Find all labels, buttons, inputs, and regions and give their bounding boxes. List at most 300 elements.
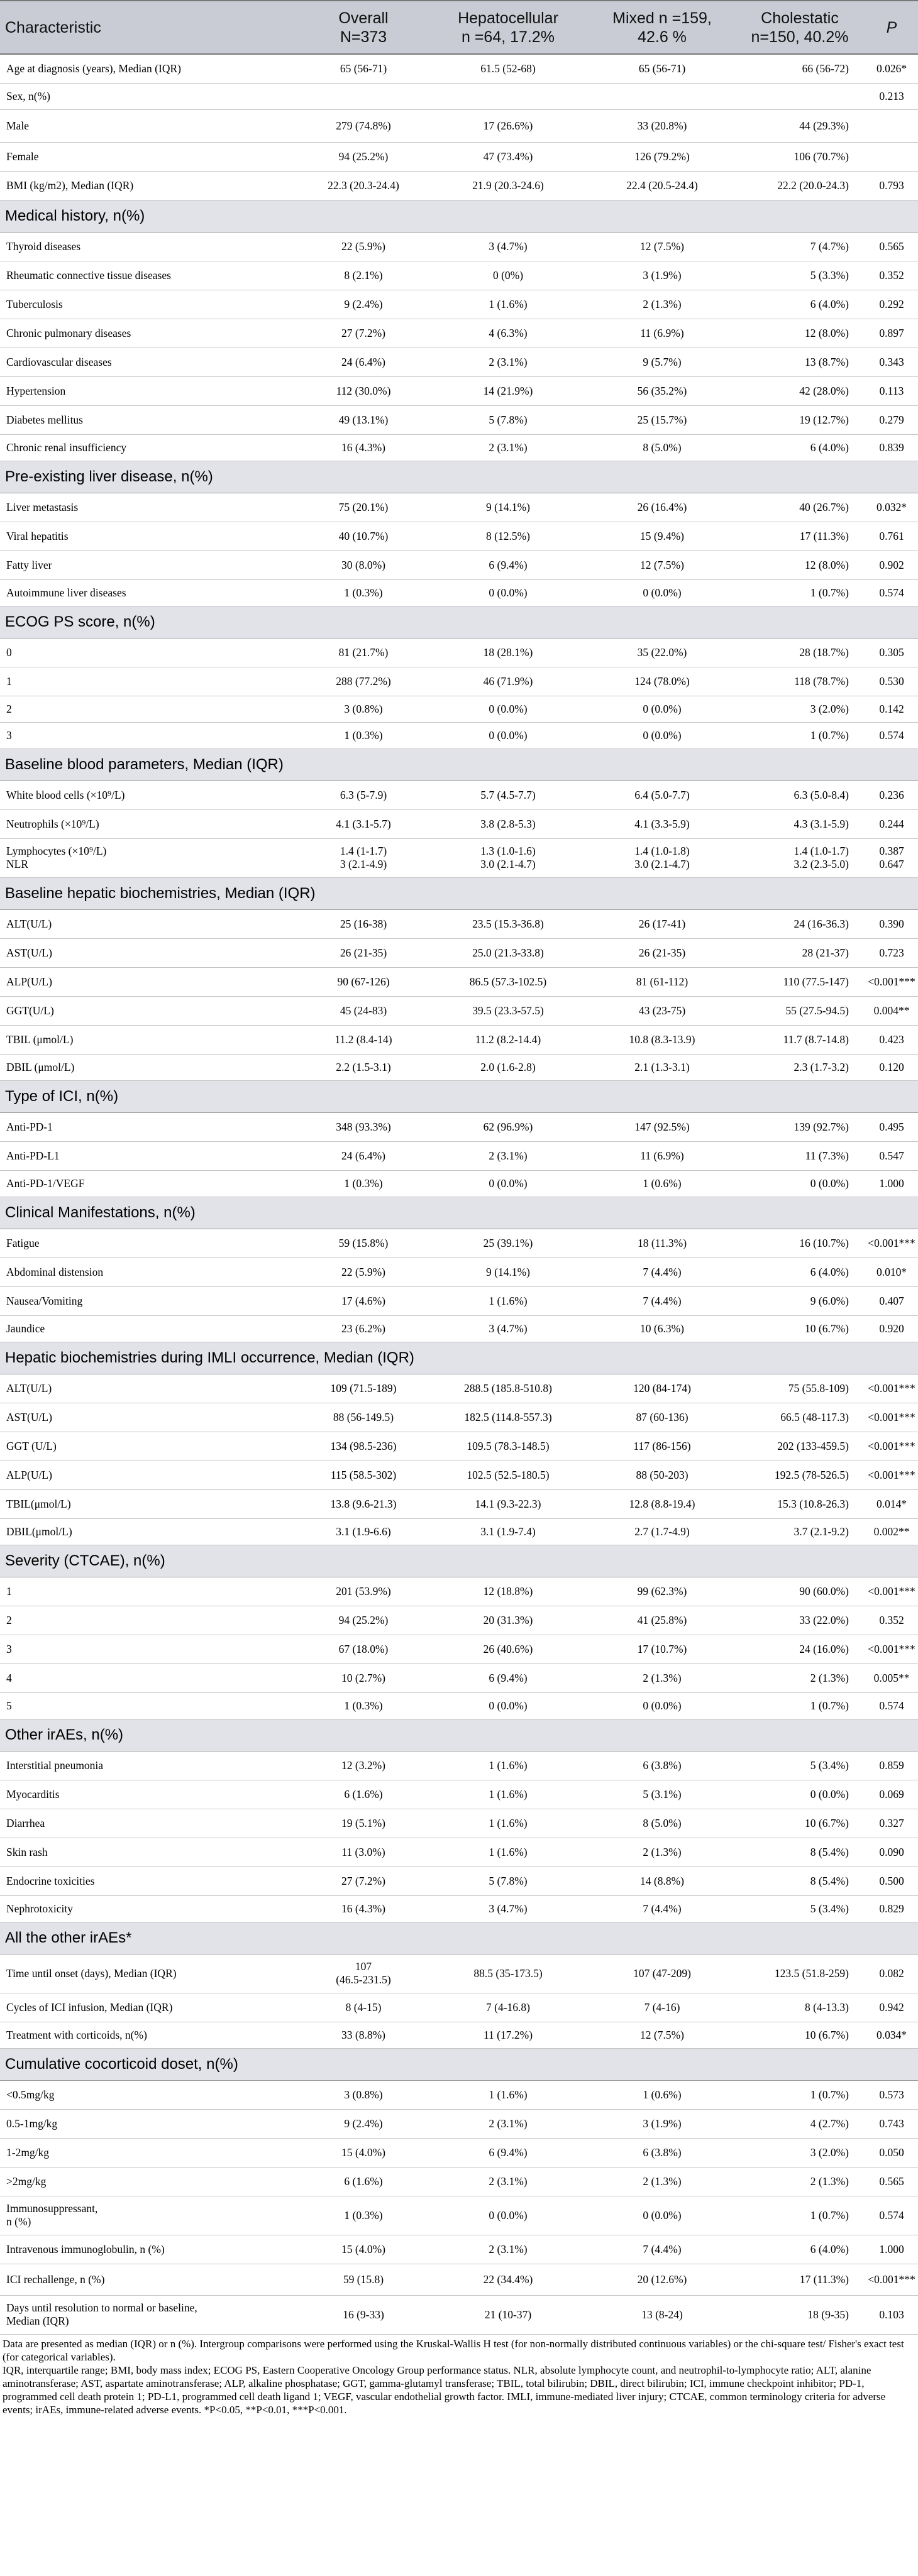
table-row <box>0 638 918 667</box>
cell-overall: 109 (71.5-189) <box>301 1374 426 1403</box>
cell-cholestatic: 1 (0.7%) <box>734 579 865 606</box>
cell-mixed: 117 (86-156) <box>590 1432 734 1461</box>
cell-hepatocellular: 46 (71.9%) <box>426 667 590 696</box>
table-row <box>0 54 918 83</box>
table-row <box>0 522 918 551</box>
cell-p-value: 0.034* <box>865 2022 918 2048</box>
row-label: Interstitial pneumonia <box>0 1751 301 1780</box>
cell-mixed: 4.1 (3.3-5.9) <box>590 809 734 838</box>
cell-mixed: 12 (7.5%) <box>590 232 734 261</box>
cell-cholestatic: 18 (9-35) <box>734 2295 865 2334</box>
cell-hepatocellular: 2 (3.1%) <box>426 2235 590 2264</box>
row-label: Rheumatic connective tissue diseases <box>0 261 301 290</box>
cell-cholestatic: 9 (6.0%) <box>734 1286 865 1315</box>
row-label: ALT(U/L) <box>0 909 301 938</box>
row-label: Viral hepatitis <box>0 522 301 551</box>
row-label: 1 <box>0 667 301 696</box>
table-row <box>0 1751 918 1780</box>
cell-overall: 8 (2.1%) <box>301 261 426 290</box>
cell-mixed: 99 (62.3%) <box>590 1577 734 1606</box>
row-label: ICI rechallenge, n (%) <box>0 2264 301 2295</box>
table-row <box>0 1374 918 1403</box>
cell-mixed: 147 (92.5%) <box>590 1112 734 1141</box>
row-label: BMI (kg/m2), Median (IQR) <box>0 171 301 200</box>
cell-hepatocellular: 4 (6.3%) <box>426 319 590 348</box>
section-title: Baseline hepatic biochemistries, Median (IQR) <box>0 877 918 909</box>
cell-p-value: 0.142 <box>865 696 918 722</box>
cell-p-value: <0.001*** <box>865 2264 918 2295</box>
cell-hepatocellular: 88.5 (35-173.5) <box>426 1954 590 1993</box>
row-label: TBIL (μmol/L) <box>0 1025 301 1054</box>
cell-hepatocellular: 182.5 (114.8-557.3) <box>426 1403 590 1432</box>
cell-p-value: 0.279 <box>865 405 918 434</box>
cell-p-value <box>865 109 918 142</box>
cell-hepatocellular: 3 (4.7%) <box>426 1315 590 1342</box>
cell-mixed: 7 (4.4%) <box>590 1258 734 1286</box>
cell-p-value: <0.001*** <box>865 1403 918 1432</box>
cell-p-value: 0.902 <box>865 551 918 579</box>
cell-p-value: 0.032* <box>865 493 918 522</box>
cell-p-value: 0.082 <box>865 1954 918 1993</box>
cell-cholestatic: 19 (12.7%) <box>734 405 865 434</box>
section-header-row <box>0 1922 918 1954</box>
cell-overall: 2.2 (1.5-3.1) <box>301 1054 426 1080</box>
cell-mixed: 13 (8-24) <box>590 2295 734 2334</box>
cell-overall: 24 (6.4%) <box>301 348 426 376</box>
cell-overall: 1 (0.3%) <box>301 1170 426 1197</box>
cell-hepatocellular: 1 (1.6%) <box>426 1838 590 1866</box>
cell-hepatocellular: 2 (3.1%) <box>426 348 590 376</box>
header-characteristic: Characteristic <box>0 1 301 54</box>
cell-p-value: 0.004** <box>865 996 918 1025</box>
cell-p-value: 0.244 <box>865 809 918 838</box>
cell-p-value: 0.050 <box>865 2138 918 2167</box>
table-row <box>0 348 918 376</box>
cell-overall: 107 (46.5-231.5) <box>301 1954 426 1993</box>
cell-cholestatic: 10 (6.7%) <box>734 1315 865 1342</box>
cell-cholestatic: 5 (3.4%) <box>734 1751 865 1780</box>
section-header-row <box>0 606 918 638</box>
cell-overall: 16 (4.3%) <box>301 434 426 461</box>
cell-p-value: 0.069 <box>865 1780 918 1809</box>
table-row <box>0 2080 918 2109</box>
table-row <box>0 1112 918 1141</box>
table-row <box>0 142 918 171</box>
table-row <box>0 1895 918 1922</box>
cell-mixed: 7 (4.4%) <box>590 2235 734 2264</box>
cell-cholestatic: 139 (92.7%) <box>734 1112 865 1141</box>
cell-mixed: 12.8 (8.8-19.4) <box>590 1489 734 1518</box>
cell-p-value: 0.343 <box>865 348 918 376</box>
table-row <box>0 83 918 109</box>
cell-hepatocellular: 21 (10-37) <box>426 2295 590 2334</box>
cell-cholestatic: 28 (21-37) <box>734 938 865 967</box>
cell-cholestatic: 17 (11.3%) <box>734 2264 865 2295</box>
cell-cholestatic: 2.3 (1.7-3.2) <box>734 1054 865 1080</box>
cell-overall: 22.3 (20.3-24.4) <box>301 171 426 200</box>
cell-p-value: 0.327 <box>865 1809 918 1838</box>
row-label: GGT (U/L) <box>0 1432 301 1461</box>
cell-cholestatic: 1 (0.7%) <box>734 2196 865 2235</box>
cell-p-value: 0.897 <box>865 319 918 348</box>
table-row <box>0 1258 918 1286</box>
cell-p-value: 0.390 <box>865 909 918 938</box>
cell-cholestatic: 42 (28.0%) <box>734 376 865 405</box>
section-header-row <box>0 1719 918 1751</box>
cell-overall: 45 (24-83) <box>301 996 426 1025</box>
cell-cholestatic: 11 (7.3%) <box>734 1141 865 1170</box>
cell-overall: 1.4 (1-1.7) 3 (2.1-4.9) <box>301 838 426 877</box>
row-label: 3 <box>0 1635 301 1663</box>
cell-cholestatic: 90 (60.0%) <box>734 1577 865 1606</box>
cell-mixed: 35 (22.0%) <box>590 638 734 667</box>
table-row <box>0 1432 918 1461</box>
row-label: Male <box>0 109 301 142</box>
cell-cholestatic: 5 (3.4%) <box>734 1895 865 1922</box>
cell-overall: 30 (8.0%) <box>301 551 426 579</box>
cell-mixed: 8 (5.0%) <box>590 434 734 461</box>
cell-p-value: 0.942 <box>865 1993 918 2022</box>
cell-hepatocellular: 6 (9.4%) <box>426 2138 590 2167</box>
table-footnotes <box>0 2335 918 2416</box>
cell-mixed: 0 (0.0%) <box>590 696 734 722</box>
cell-cholestatic: 1 (0.7%) <box>734 1692 865 1719</box>
row-label: Anti-PD-1/VEGF <box>0 1170 301 1197</box>
cell-hepatocellular: 0 (0.0%) <box>426 579 590 606</box>
table-body <box>0 54 918 2334</box>
footnote-abbreviations: IQR, interquartile range; BMI, body mass index; ECOG PS, Eastern Cooperative Oncology Group performance status. NLR, absolute lymphocyte count, and neutrophil-to-lymphocyte ratio; ALT, alanine aminotransferase; AST, aspartate aminotransferase; ALP, alkaline phosphatase; GGT, gamma-glutamyl transferase; TBIL, total bilirubin; DBIL, direct bilirubin; ICI, immune checkpoint inhibitor; PD-1, programmed cell death protein 1; PD-L1, programmed cell death ligand 1; VEGF, vascular endothelial growth factor. IMLI, immune-mediated liver injury; CTCAE, common terminology criteria for adverse events; irAEs, immune-related adverse events. *P<0.05, **P<0.01, ***P<0.001. <box>3 2364 886 2416</box>
cell-hepatocellular: 14.1 (9.3-22.3) <box>426 1489 590 1518</box>
cell-hepatocellular: 17 (26.6%) <box>426 109 590 142</box>
row-label: Cardiovascular diseases <box>0 348 301 376</box>
cell-hepatocellular: 3 (4.7%) <box>426 232 590 261</box>
cell-cholestatic: 4.3 (3.1-5.9) <box>734 809 865 838</box>
cell-cholestatic: 6 (4.0%) <box>734 1258 865 1286</box>
cell-overall: 17 (4.6%) <box>301 1286 426 1315</box>
row-label: DBIL(μmol/L) <box>0 1518 301 1545</box>
table-row <box>0 1403 918 1432</box>
cell-hepatocellular: 2 (3.1%) <box>426 2167 590 2196</box>
cell-cholestatic: 22.2 (20.0-24.3) <box>734 171 865 200</box>
section-header-row <box>0 461 918 493</box>
cell-cholestatic: 8 (5.4%) <box>734 1866 865 1895</box>
cell-p-value: 0.723 <box>865 938 918 967</box>
table-row <box>0 1635 918 1663</box>
table-row <box>0 1229 918 1258</box>
cell-overall: 1 (0.3%) <box>301 1692 426 1719</box>
cell-cholestatic: 0 (0.0%) <box>734 1170 865 1197</box>
cell-hepatocellular: 61.5 (52-68) <box>426 54 590 83</box>
cell-overall: 13.8 (9.6-21.3) <box>301 1489 426 1518</box>
cell-hepatocellular: 1.3 (1.0-1.6) 3.0 (2.1-4.7) <box>426 838 590 877</box>
cell-p-value: 0.761 <box>865 522 918 551</box>
cell-p-value: 1.000 <box>865 1170 918 1197</box>
cell-cholestatic: 24 (16-36.3) <box>734 909 865 938</box>
row-label: Autoimmune liver diseases <box>0 579 301 606</box>
cell-hepatocellular: 3 (4.7%) <box>426 1895 590 1922</box>
table-row <box>0 967 918 996</box>
row-label: Treatment with corticoids, n(%) <box>0 2022 301 2048</box>
header-cholestatic: Cholestatic n=150, 40.2% <box>734 1 865 54</box>
cell-hepatocellular: 9 (14.1%) <box>426 493 590 522</box>
cell-mixed: 22.4 (20.5-24.4) <box>590 171 734 200</box>
cell-mixed: 3 (1.9%) <box>590 2109 734 2138</box>
row-label: Abdominal distension <box>0 1258 301 1286</box>
cell-p-value: 0.026* <box>865 54 918 83</box>
cell-overall <box>301 83 426 109</box>
cell-p-value: 0.574 <box>865 722 918 748</box>
row-label: 1-2mg/kg <box>0 2138 301 2167</box>
cell-mixed: 26 (16.4%) <box>590 493 734 522</box>
table-row <box>0 2264 918 2295</box>
cell-cholestatic: 2 (1.3%) <box>734 1663 865 1692</box>
cell-overall: 16 (9-33) <box>301 2295 426 2334</box>
table-row <box>0 1315 918 1342</box>
row-label: ALP(U/L) <box>0 1461 301 1489</box>
row-label: 4 <box>0 1663 301 1692</box>
cell-overall: 19 (5.1%) <box>301 1809 426 1838</box>
cell-hepatocellular: 0 (0.0%) <box>426 1170 590 1197</box>
cell-mixed: 2 (1.3%) <box>590 1663 734 1692</box>
cell-mixed: 0 (0.0%) <box>590 579 734 606</box>
cell-p-value: 0.743 <box>865 2109 918 2138</box>
cell-p-value: 0.839 <box>865 434 918 461</box>
cell-cholestatic: 44 (29.3%) <box>734 109 865 142</box>
cell-p-value: 0.407 <box>865 1286 918 1315</box>
table-row <box>0 2235 918 2264</box>
table-row <box>0 493 918 522</box>
row-label: AST(U/L) <box>0 1403 301 1432</box>
table-row <box>0 1141 918 1170</box>
cell-hepatocellular: 39.5 (23.3-57.5) <box>426 996 590 1025</box>
table-row <box>0 1054 918 1080</box>
cell-overall: 49 (13.1%) <box>301 405 426 434</box>
cell-overall: 27 (7.2%) <box>301 319 426 348</box>
cell-hepatocellular: 109.5 (78.3-148.5) <box>426 1432 590 1461</box>
cell-hepatocellular: 12 (18.8%) <box>426 1577 590 1606</box>
cell-hepatocellular: 11 (17.2%) <box>426 2022 590 2048</box>
cell-hepatocellular: 47 (73.4%) <box>426 142 590 171</box>
cell-overall: 6 (1.6%) <box>301 1780 426 1809</box>
cell-hepatocellular: 6 (9.4%) <box>426 1663 590 1692</box>
cell-overall: 3 (0.8%) <box>301 2080 426 2109</box>
cell-cholestatic: 12 (8.0%) <box>734 319 865 348</box>
cell-cholestatic: 6.3 (5.0-8.4) <box>734 781 865 809</box>
cell-overall: 1 (0.3%) <box>301 2196 426 2235</box>
cell-cholestatic: 123.5 (51.8-259) <box>734 1954 865 1993</box>
cell-mixed: 0 (0.0%) <box>590 1692 734 1719</box>
cell-cholestatic: 16 (10.7%) <box>734 1229 865 1258</box>
cell-cholestatic: 6 (4.0%) <box>734 290 865 319</box>
cell-overall: 22 (5.9%) <box>301 1258 426 1286</box>
cell-p-value: 0.352 <box>865 261 918 290</box>
row-label: Cycles of ICI infusion, Median (IQR) <box>0 1993 301 2022</box>
cell-mixed: 6 (3.8%) <box>590 2138 734 2167</box>
cell-cholestatic: 66 (56-72) <box>734 54 865 83</box>
cell-mixed: 25 (15.7%) <box>590 405 734 434</box>
row-label: ALP(U/L) <box>0 967 301 996</box>
cell-hepatocellular: 1 (1.6%) <box>426 290 590 319</box>
row-label: Intravenous immunoglobulin, n (%) <box>0 2235 301 2264</box>
cell-mixed: 8 (5.0%) <box>590 1809 734 1838</box>
cell-overall: 90 (67-126) <box>301 967 426 996</box>
cell-hepatocellular: 86.5 (57.3-102.5) <box>426 967 590 996</box>
cell-hepatocellular: 3.8 (2.8-5.3) <box>426 809 590 838</box>
cell-overall: 88 (56-149.5) <box>301 1403 426 1432</box>
cell-hepatocellular: 0 (0.0%) <box>426 2196 590 2235</box>
cell-cholestatic: 3 (2.0%) <box>734 696 865 722</box>
table-row <box>0 1606 918 1635</box>
cell-mixed: 65 (56-71) <box>590 54 734 83</box>
cell-p-value: 0.829 <box>865 1895 918 1922</box>
cell-p-value: 0.213 <box>865 83 918 109</box>
cell-mixed: 43 (23-75) <box>590 996 734 1025</box>
row-label: Fatigue <box>0 1229 301 1258</box>
cell-p-value: 0.500 <box>865 1866 918 1895</box>
cell-hepatocellular: 1 (1.6%) <box>426 1286 590 1315</box>
table-row <box>0 2295 918 2334</box>
table-row <box>0 1780 918 1809</box>
cell-mixed: 2.7 (1.7-4.9) <box>590 1518 734 1545</box>
cell-hepatocellular: 5 (7.8%) <box>426 1866 590 1895</box>
table-row <box>0 2167 918 2196</box>
row-label: 2 <box>0 696 301 722</box>
section-title: Other irAEs, n(%) <box>0 1719 918 1751</box>
cell-cholestatic: 3.7 (2.1-9.2) <box>734 1518 865 1545</box>
table-row <box>0 1993 918 2022</box>
cell-p-value: 0.005** <box>865 1663 918 1692</box>
row-label: Anti-PD-L1 <box>0 1141 301 1170</box>
cell-hepatocellular: 14 (21.9%) <box>426 376 590 405</box>
row-label: Nausea/Vomiting <box>0 1286 301 1315</box>
cell-mixed: 12 (7.5%) <box>590 2022 734 2048</box>
cell-hepatocellular: 26 (40.6%) <box>426 1635 590 1663</box>
cell-cholestatic: 12 (8.0%) <box>734 551 865 579</box>
section-header-row <box>0 2048 918 2080</box>
row-label: 0 <box>0 638 301 667</box>
table-row <box>0 232 918 261</box>
row-label: 2 <box>0 1606 301 1635</box>
row-label: Sex, n(%) <box>0 83 301 109</box>
cell-mixed: 124 (78.0%) <box>590 667 734 696</box>
cell-overall: 94 (25.2%) <box>301 142 426 171</box>
section-title: Cumulative cocorticoid doset, n(%) <box>0 2048 918 2080</box>
cell-overall: 9 (2.4%) <box>301 2109 426 2138</box>
cell-cholestatic: 110 (77.5-147) <box>734 967 865 996</box>
row-label: Chronic pulmonary diseases <box>0 319 301 348</box>
cell-overall: 9 (2.4%) <box>301 290 426 319</box>
cell-p-value: 0.495 <box>865 1112 918 1141</box>
cell-cholestatic: 15.3 (10.8-26.3) <box>734 1489 865 1518</box>
cell-cholestatic: 6 (4.0%) <box>734 434 865 461</box>
cell-mixed: 17 (10.7%) <box>590 1635 734 1663</box>
table-row <box>0 171 918 200</box>
section-title: Type of ICI, n(%) <box>0 1080 918 1112</box>
section-title: Medical history, n(%) <box>0 200 918 232</box>
table-row <box>0 1663 918 1692</box>
cell-mixed: 10 (6.3%) <box>590 1315 734 1342</box>
row-label: Myocarditis <box>0 1780 301 1809</box>
row-label: Time until onset (days), Median (IQR) <box>0 1954 301 1993</box>
cell-overall: 94 (25.2%) <box>301 1606 426 1635</box>
cell-cholestatic: 4 (2.7%) <box>734 2109 865 2138</box>
row-label: ALT(U/L) <box>0 1374 301 1403</box>
cell-cholestatic: 106 (70.7%) <box>734 142 865 171</box>
row-label: Diarrhea <box>0 1809 301 1838</box>
table-row <box>0 1170 918 1197</box>
row-label: Liver metastasis <box>0 493 301 522</box>
cell-p-value: 0.859 <box>865 1751 918 1780</box>
cell-mixed: 11 (6.9%) <box>590 1141 734 1170</box>
cell-mixed: 0 (0.0%) <box>590 2196 734 2235</box>
cell-overall: 15 (4.0%) <box>301 2235 426 2264</box>
row-label: GGT(U/L) <box>0 996 301 1025</box>
table-row <box>0 781 918 809</box>
section-title: Pre-existing liver disease, n(%) <box>0 461 918 493</box>
cell-cholestatic: 3 (2.0%) <box>734 2138 865 2167</box>
cell-p-value: 0.565 <box>865 2167 918 2196</box>
row-label: 3 <box>0 722 301 748</box>
cell-hepatocellular: 11.2 (8.2-14.4) <box>426 1025 590 1054</box>
cell-mixed: 41 (25.8%) <box>590 1606 734 1635</box>
cell-hepatocellular <box>426 83 590 109</box>
cell-cholestatic: 55 (27.5-94.5) <box>734 996 865 1025</box>
cell-cholestatic: 2 (1.3%) <box>734 2167 865 2196</box>
cell-mixed: 9 (5.7%) <box>590 348 734 376</box>
cell-overall: 3 (0.8%) <box>301 696 426 722</box>
cell-hepatocellular: 1 (1.6%) <box>426 1780 590 1809</box>
cell-overall: 134 (98.5-236) <box>301 1432 426 1461</box>
cell-hepatocellular: 62 (96.9%) <box>426 1112 590 1141</box>
section-header-row <box>0 748 918 781</box>
row-label: 1 <box>0 1577 301 1606</box>
table-row <box>0 696 918 722</box>
cell-cholestatic: 1 (0.7%) <box>734 2080 865 2109</box>
cell-overall: 15 (4.0%) <box>301 2138 426 2167</box>
cell-mixed: 126 (79.2%) <box>590 142 734 171</box>
cell-overall: 33 (8.8%) <box>301 2022 426 2048</box>
cell-hepatocellular: 1 (1.6%) <box>426 1751 590 1780</box>
cell-hepatocellular: 288.5 (185.8-510.8) <box>426 1374 590 1403</box>
cell-p-value: 0.103 <box>865 2295 918 2334</box>
cell-p-value <box>865 142 918 171</box>
cell-overall: 26 (21-35) <box>301 938 426 967</box>
cell-hepatocellular: 25.0 (21.3-33.8) <box>426 938 590 967</box>
table-row <box>0 809 918 838</box>
table-row <box>0 938 918 967</box>
section-header-row <box>0 200 918 232</box>
cell-hepatocellular: 23.5 (15.3-36.8) <box>426 909 590 938</box>
cell-p-value: 0.002** <box>865 1518 918 1545</box>
cell-cholestatic: 40 (26.7%) <box>734 493 865 522</box>
row-label: Neutrophils (×10⁹/L) <box>0 809 301 838</box>
cell-mixed: 2 (1.3%) <box>590 290 734 319</box>
cell-cholestatic: 118 (78.7%) <box>734 667 865 696</box>
cell-mixed: 6.4 (5.0-7.7) <box>590 781 734 809</box>
cell-p-value: <0.001*** <box>865 967 918 996</box>
cell-cholestatic: 8 (5.4%) <box>734 1838 865 1866</box>
cell-cholestatic: 11.7 (8.7-14.8) <box>734 1025 865 1054</box>
cell-overall: 4.1 (3.1-5.7) <box>301 809 426 838</box>
cell-mixed: 81 (61-112) <box>590 967 734 996</box>
cell-overall: 6.3 (5-7.9) <box>301 781 426 809</box>
cell-mixed: 7 (4.4%) <box>590 1895 734 1922</box>
cell-hepatocellular: 8 (12.5%) <box>426 522 590 551</box>
table-row <box>0 579 918 606</box>
cell-hepatocellular: 9 (14.1%) <box>426 1258 590 1286</box>
cell-overall: 201 (53.9%) <box>301 1577 426 1606</box>
cell-p-value: <0.001*** <box>865 1461 918 1489</box>
